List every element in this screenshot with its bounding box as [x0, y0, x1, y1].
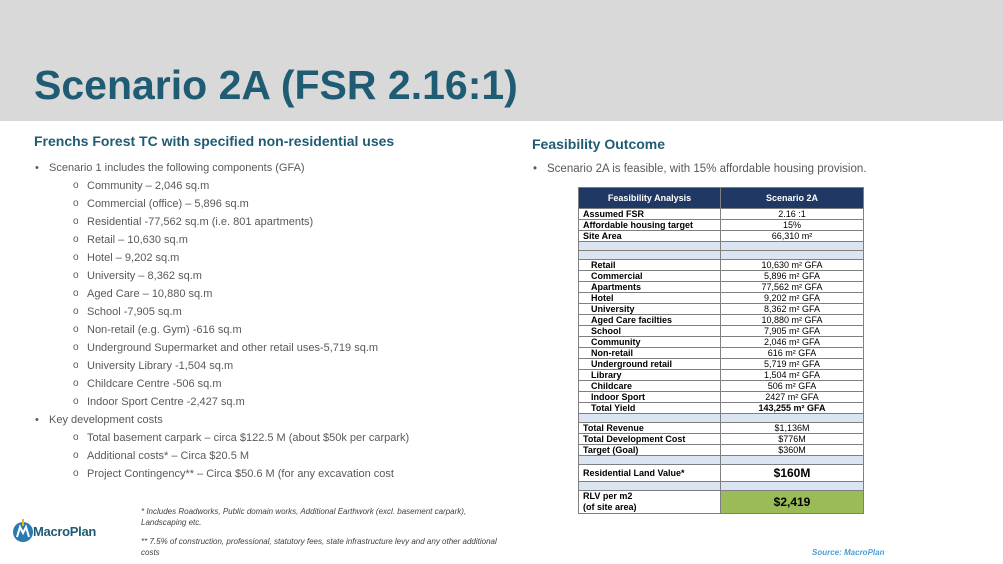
row-label: Target (Goal) — [579, 445, 721, 456]
row-value: 2,046 m² GFA — [721, 337, 864, 348]
row-label: Library — [579, 370, 721, 381]
row-label: Underground retail — [579, 359, 721, 370]
row-value: 66,310 m² — [721, 231, 864, 242]
rlv-label-line1: RLV per m2 — [583, 491, 633, 501]
row-label: Total Yield — [579, 403, 721, 414]
source-note: Source: MacroPlan — [812, 548, 885, 557]
page-title: Scenario 2A (FSR 2.16:1) — [34, 62, 518, 108]
circle-bullet-icon: o — [73, 216, 79, 227]
circle-bullet-icon: o — [73, 270, 79, 281]
table-row — [579, 260, 864, 271]
row-value: 1,504 m² GFA — [721, 370, 864, 381]
circle-bullet-icon: o — [73, 396, 79, 407]
cost-text: Project Contingency** – Circa $50.6 M (for any excavation cost — [87, 468, 394, 480]
row-label: Retail — [579, 260, 721, 271]
row-value: 2427 m² GFA — [721, 392, 864, 403]
component-text: Residential -77,562 sq.m (i.e. 801 apartments) — [87, 216, 314, 228]
row-label: Site Area — [579, 231, 721, 242]
row-value: $2,419 — [721, 491, 864, 514]
intro-text: Scenario 1 includes the following components (GFA) — [49, 162, 305, 174]
circle-bullet-icon: o — [73, 198, 79, 209]
component-text: Hotel – 9,202 sq.m — [87, 252, 180, 264]
table-row — [579, 381, 864, 392]
component-item — [73, 341, 379, 355]
component-item — [73, 179, 210, 193]
table-row — [579, 188, 864, 209]
row-label — [579, 414, 721, 423]
costs-heading: Key development costs — [49, 414, 163, 426]
footnote-2: ** 7.5% of construction, professional, statutory fees, state infrastructure levy and any other additional costs — [141, 537, 497, 557]
cost-item — [73, 467, 394, 481]
row-value — [721, 456, 864, 465]
rlv-label-line2: (of site area) — [583, 502, 637, 512]
row-label — [579, 242, 721, 251]
row-value — [721, 251, 864, 260]
row-value: 2.16 :1 — [721, 209, 864, 220]
right-heading: Feasibility Outcome — [532, 136, 666, 152]
row-label: Commercial — [579, 271, 721, 282]
row-label — [579, 482, 721, 491]
macroplan-logo — [12, 519, 112, 545]
circle-bullet-icon: o — [73, 432, 79, 443]
table-row — [579, 465, 864, 482]
row-value: 77,562 m² GFA — [721, 282, 864, 293]
component-item — [73, 305, 182, 319]
row-label — [579, 251, 721, 260]
row-value: 5,896 m² GFA — [721, 271, 864, 282]
component-text: University – 8,362 sq.m — [87, 270, 202, 282]
component-item — [73, 323, 242, 337]
table-row — [579, 315, 864, 326]
component-item — [73, 215, 314, 229]
row-value: 7,905 m² GFA — [721, 326, 864, 337]
component-text: Indoor Sport Centre -2,427 sq.m — [87, 396, 245, 408]
table-row — [579, 293, 864, 304]
table-row — [579, 271, 864, 282]
row-value — [721, 482, 864, 491]
row-value: $360M — [721, 445, 864, 456]
table-row — [579, 403, 864, 414]
circle-bullet-icon: o — [73, 324, 79, 335]
feasibility-table — [578, 187, 864, 514]
spacer-row — [579, 251, 864, 260]
component-item — [73, 251, 180, 265]
table-row — [579, 348, 864, 359]
row-value — [721, 414, 864, 423]
table-row — [579, 392, 864, 403]
row-value: 8,362 m² GFA — [721, 304, 864, 315]
circle-bullet-icon: o — [73, 450, 79, 461]
component-text: Aged Care – 10,880 sq.m — [87, 288, 213, 300]
row-label: Childcare — [579, 381, 721, 392]
row-value: 5,719 m² GFA — [721, 359, 864, 370]
spacer-row — [579, 414, 864, 423]
circle-bullet-icon: o — [73, 342, 79, 353]
row-value: 15% — [721, 220, 864, 231]
feasibility-bullet — [533, 162, 867, 176]
row-label: University — [579, 304, 721, 315]
logo-text: MacroPlan — [33, 524, 97, 539]
table-row — [579, 282, 864, 293]
row-label — [579, 491, 721, 514]
table-row — [579, 337, 864, 348]
circle-bullet-icon: o — [73, 252, 79, 263]
row-value: $776M — [721, 434, 864, 445]
component-text: Non-retail (e.g. Gym) -616 sq.m — [87, 324, 242, 336]
table-row — [579, 491, 864, 514]
row-label: Total Revenue — [579, 423, 721, 434]
row-label: Affordable housing target — [579, 220, 721, 231]
table-row — [579, 220, 864, 231]
left-heading: Frenchs Forest TC with specified non-residential uses — [34, 133, 395, 149]
cost-item — [73, 431, 410, 445]
component-text: School -7,905 sq.m — [87, 306, 182, 318]
spacer-row — [579, 456, 864, 465]
table-row — [579, 445, 864, 456]
component-text: Community – 2,046 sq.m — [87, 180, 210, 192]
spacer-row — [579, 482, 864, 491]
component-item — [73, 287, 213, 301]
row-value: $160M — [721, 465, 864, 482]
component-text: Underground Supermarket and other retail uses-5,719 sq.m — [87, 342, 379, 354]
row-label: Assumed FSR — [579, 209, 721, 220]
row-value: 9,202 m² GFA — [721, 293, 864, 304]
row-value — [721, 242, 864, 251]
row-value: Scenario 2A — [721, 188, 864, 209]
circle-bullet-icon: o — [73, 234, 79, 245]
row-value: $1,136M — [721, 423, 864, 434]
circle-bullet-icon: o — [73, 288, 79, 299]
row-label: Apartments — [579, 282, 721, 293]
feasibility-text: Scenario 2A is feasible, with 15% affordable housing provision. — [547, 163, 867, 175]
costs-bullet — [35, 413, 163, 427]
logo-mark-icon — [12, 519, 34, 543]
component-item — [73, 233, 188, 247]
circle-bullet-icon: o — [73, 306, 79, 317]
row-label: Non-retail — [579, 348, 721, 359]
component-text: Commercial (office) – 5,896 sq.m — [87, 198, 249, 210]
cost-item — [73, 449, 250, 463]
table-row — [579, 231, 864, 242]
component-text: University Library -1,504 sq.m — [87, 360, 234, 372]
cost-text: Total basement carpark – circa $122.5 M (about $50k per carpark) — [87, 432, 410, 444]
row-value: 506 m² GFA — [721, 381, 864, 392]
row-label: Hotel — [579, 293, 721, 304]
row-label — [579, 456, 721, 465]
spacer-row — [579, 242, 864, 251]
row-label: School — [579, 326, 721, 337]
circle-bullet-icon: o — [73, 378, 79, 389]
circle-bullet-icon: o — [73, 360, 79, 371]
row-value: 143,255 m² GFA — [721, 403, 864, 414]
row-label: Indoor Sport — [579, 392, 721, 403]
table-row — [579, 359, 864, 370]
table-row — [579, 304, 864, 315]
row-value: 616 m² GFA — [721, 348, 864, 359]
footnote-1: * Includes Roadworks, Public domain works, Additional Earthwork (excl. basement carpark), Landscaping etc. — [141, 507, 467, 527]
row-label: Community — [579, 337, 721, 348]
cost-text: Additional costs* – Circa $20.5 M — [87, 450, 250, 462]
component-item — [73, 377, 222, 391]
table-row — [579, 434, 864, 445]
circle-bullet-icon: o — [73, 180, 79, 191]
row-value: 10,880 m² GFA — [721, 315, 864, 326]
row-label: Total Development Cost — [579, 434, 721, 445]
component-item — [73, 197, 249, 211]
component-text: Childcare Centre -506 sq.m — [87, 378, 222, 390]
bullet-icon: • — [35, 414, 39, 426]
table-row — [579, 423, 864, 434]
component-item — [73, 395, 245, 409]
table-row — [579, 370, 864, 381]
bullet-icon: • — [35, 162, 39, 174]
row-label: Feasibility Analysis — [579, 188, 721, 209]
bullet-icon: • — [533, 163, 538, 175]
row-label: Aged Care facilties — [579, 315, 721, 326]
component-item — [73, 269, 202, 283]
circle-bullet-icon: o — [73, 468, 79, 479]
row-label: Residential Land Value* — [579, 465, 721, 482]
component-text: Retail – 10,630 sq.m — [87, 234, 188, 246]
table-row — [579, 326, 864, 337]
row-value: 10,630 m² GFA — [721, 260, 864, 271]
intro-bullet — [35, 161, 305, 175]
component-item — [73, 359, 234, 373]
table-row — [579, 209, 864, 220]
